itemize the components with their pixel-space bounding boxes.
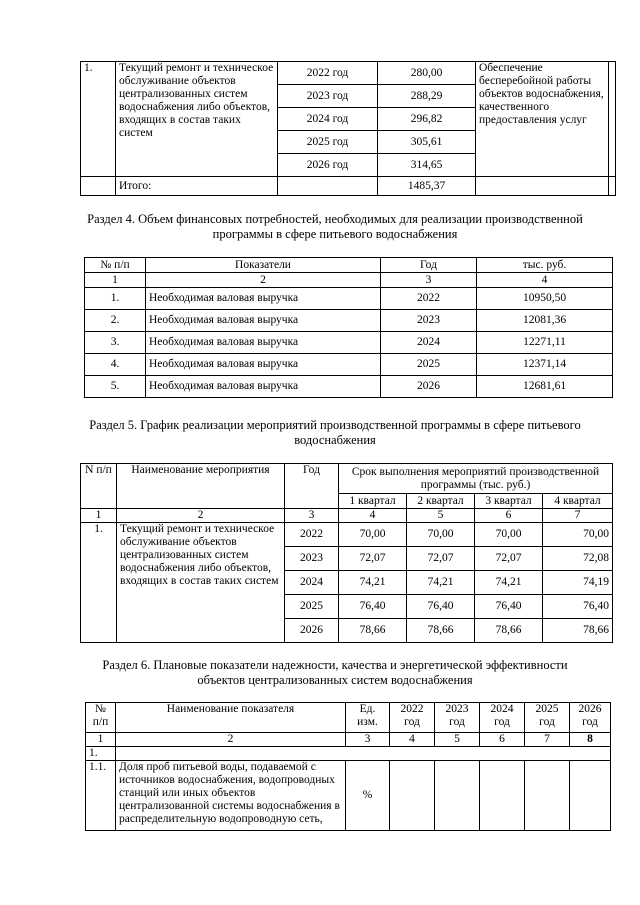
quarter-value: 76,40 <box>543 595 613 619</box>
column-number: 2 <box>117 509 285 523</box>
quarter-value: 70,00 <box>407 523 475 547</box>
column-number: 7 <box>543 509 613 523</box>
header-year: Год <box>285 464 339 509</box>
row-year: 2026 <box>381 376 477 398</box>
header-year: 2024 год <box>480 703 525 733</box>
measure-number: 1. <box>81 523 117 643</box>
empty-cell <box>570 761 611 831</box>
quarter-value: 74,21 <box>407 571 475 595</box>
column-number: 7 <box>525 733 570 747</box>
quarter-value: 78,66 <box>475 619 543 643</box>
header-quarter: 3 квартал <box>475 494 543 509</box>
quarter-value: 78,66 <box>407 619 475 643</box>
row-num: 2. <box>85 310 146 332</box>
row-year: 2026 <box>285 619 339 643</box>
empty-cell <box>116 747 611 761</box>
empty-cell <box>435 761 480 831</box>
header-indicator: Показатели <box>146 258 381 273</box>
quarter-value: 74,21 <box>339 571 407 595</box>
column-number: 4 <box>390 733 435 747</box>
column-number: 2 <box>146 273 381 288</box>
row-value: 12681,61 <box>477 376 613 398</box>
year-cell: 2024 год <box>278 108 378 131</box>
row-year: 2022 <box>285 523 339 547</box>
empty-cell <box>81 177 116 196</box>
column-number: 4 <box>339 509 407 523</box>
quarter-value: 74,19 <box>543 571 613 595</box>
header-num: N п/п <box>81 464 117 509</box>
section5-title: Раздел 5. График реализации мероприятий производственной программы в сфере питьевого водоснабжения <box>89 418 581 447</box>
quarter-value: 76,40 <box>407 595 475 619</box>
row-year: 2025 <box>381 354 477 376</box>
measure-name: Текущий ремонт и техническое обслуживание объектов централизованных систем водоснабжения либо объектов, входящих в состав таких систем <box>117 523 285 643</box>
section6-table <box>85 702 611 831</box>
quarter-value: 78,66 <box>543 619 613 643</box>
row-year: 2023 <box>285 547 339 571</box>
value-cell: 305,61 <box>378 131 476 154</box>
value-cell: 288,29 <box>378 85 476 108</box>
column-number: 5 <box>407 509 475 523</box>
header-year: 2025 год <box>525 703 570 733</box>
row-num: 1. <box>85 288 146 310</box>
column-number: 1 <box>86 733 116 747</box>
empty-cell <box>476 177 609 196</box>
measure-result: Обеспечение бесперебойной работы объектов водоснабжения, качественного предоставления услуг <box>476 62 609 177</box>
quarter-value: 72,08 <box>543 547 613 571</box>
header-value: тыс. руб. <box>477 258 613 273</box>
measure-name: Текущий ремонт и техническое обслуживание объектов централизованных систем водоснабжения либо объектов, входящих в состав таких систем <box>116 62 278 177</box>
section6-title: Раздел 6. Плановые показатели надежности, качества и энергетической эффективности объектов централизованных систем водоснабжения <box>102 658 568 687</box>
empty-cell <box>609 177 616 196</box>
header-year: Год <box>381 258 477 273</box>
row-year: 2024 <box>285 571 339 595</box>
column-number: 2 <box>116 733 346 747</box>
quarter-value: 76,40 <box>475 595 543 619</box>
year-cell: 2023 год <box>278 85 378 108</box>
empty-cell <box>390 761 435 831</box>
column-number: 6 <box>480 733 525 747</box>
row-indicator: Доля проб питьевой воды, подаваемой с источников водоснабжения, водопроводных станций или иных объектов централизованной системы водоснабжения в распределительную водопроводную сеть, <box>116 761 346 831</box>
column-number: 1 <box>85 273 146 288</box>
row-indicator: Необходимая валовая выручка <box>146 332 381 354</box>
row-indicator: Необходимая валовая выручка <box>146 376 381 398</box>
section4-title: Раздел 4. Объем финансовых потребностей, необходимых для реализации производственной программы в сфере питьевого водоснабжения <box>87 212 583 241</box>
total-value: 1485,37 <box>378 177 476 196</box>
empty-cell <box>480 761 525 831</box>
value-cell: 296,82 <box>378 108 476 131</box>
quarter-value: 78,66 <box>339 619 407 643</box>
quarter-value: 76,40 <box>339 595 407 619</box>
empty-cell <box>525 761 570 831</box>
header-term: Срок выполнения мероприятий производственной программы (тыс. руб.) <box>339 464 613 494</box>
header-year: 2026 год <box>570 703 611 733</box>
empty-cell <box>278 177 378 196</box>
column-number: 4 <box>477 273 613 288</box>
total-label: Итого: <box>116 177 278 196</box>
row-indicator: Необходимая валовая выручка <box>146 310 381 332</box>
row-value: 10950,50 <box>477 288 613 310</box>
quarter-value: 72,07 <box>475 547 543 571</box>
header-indicator: Наименование показателя <box>116 703 346 733</box>
year-cell: 2022 год <box>278 62 378 85</box>
top-measures-table <box>80 61 616 196</box>
row-year: 2024 <box>381 332 477 354</box>
row-value: 12371,14 <box>477 354 613 376</box>
column-number: 3 <box>346 733 390 747</box>
section4-table <box>84 257 613 398</box>
empty-cell <box>609 62 616 177</box>
header-year: 2022 год <box>390 703 435 733</box>
quarter-value: 70,00 <box>543 523 613 547</box>
quarter-value: 70,00 <box>339 523 407 547</box>
row-year: 2025 <box>285 595 339 619</box>
column-number: 5 <box>435 733 480 747</box>
quarter-value: 72,07 <box>407 547 475 571</box>
header-measure: Наименование мероприятия <box>117 464 285 509</box>
measure-number: 1. <box>81 62 116 177</box>
year-cell: 2025 год <box>278 131 378 154</box>
row-year: 2023 <box>381 310 477 332</box>
quarter-value: 72,07 <box>339 547 407 571</box>
row-num: 5. <box>85 376 146 398</box>
quarter-value: 70,00 <box>475 523 543 547</box>
row-num: 4. <box>85 354 146 376</box>
column-number: 1 <box>81 509 117 523</box>
value-cell: 314,65 <box>378 154 476 177</box>
quarter-value: 74,21 <box>475 571 543 595</box>
header-quarter: 1 квартал <box>339 494 407 509</box>
header-num: № п/п <box>86 703 116 733</box>
section5-table <box>80 463 613 643</box>
header-unit: Ед. изм. <box>346 703 390 733</box>
row-unit: % <box>346 761 390 831</box>
row-year: 2022 <box>381 288 477 310</box>
row-num: 1. <box>86 747 116 761</box>
row-num: 1.1. <box>86 761 116 831</box>
value-cell: 280,00 <box>378 62 476 85</box>
header-quarter: 4 квартал <box>543 494 613 509</box>
row-indicator: Необходимая валовая выручка <box>146 288 381 310</box>
header-quarter: 2 квартал <box>407 494 475 509</box>
row-value: 12081,36 <box>477 310 613 332</box>
row-value: 12271,11 <box>477 332 613 354</box>
column-number: 8 <box>570 733 611 747</box>
row-num: 3. <box>85 332 146 354</box>
row-indicator: Необходимая валовая выручка <box>146 354 381 376</box>
header-year: 2023 год <box>435 703 480 733</box>
column-number: 3 <box>381 273 477 288</box>
column-number: 3 <box>285 509 339 523</box>
header-num: № п/п <box>85 258 146 273</box>
year-cell: 2026 год <box>278 154 378 177</box>
column-number: 6 <box>475 509 543 523</box>
